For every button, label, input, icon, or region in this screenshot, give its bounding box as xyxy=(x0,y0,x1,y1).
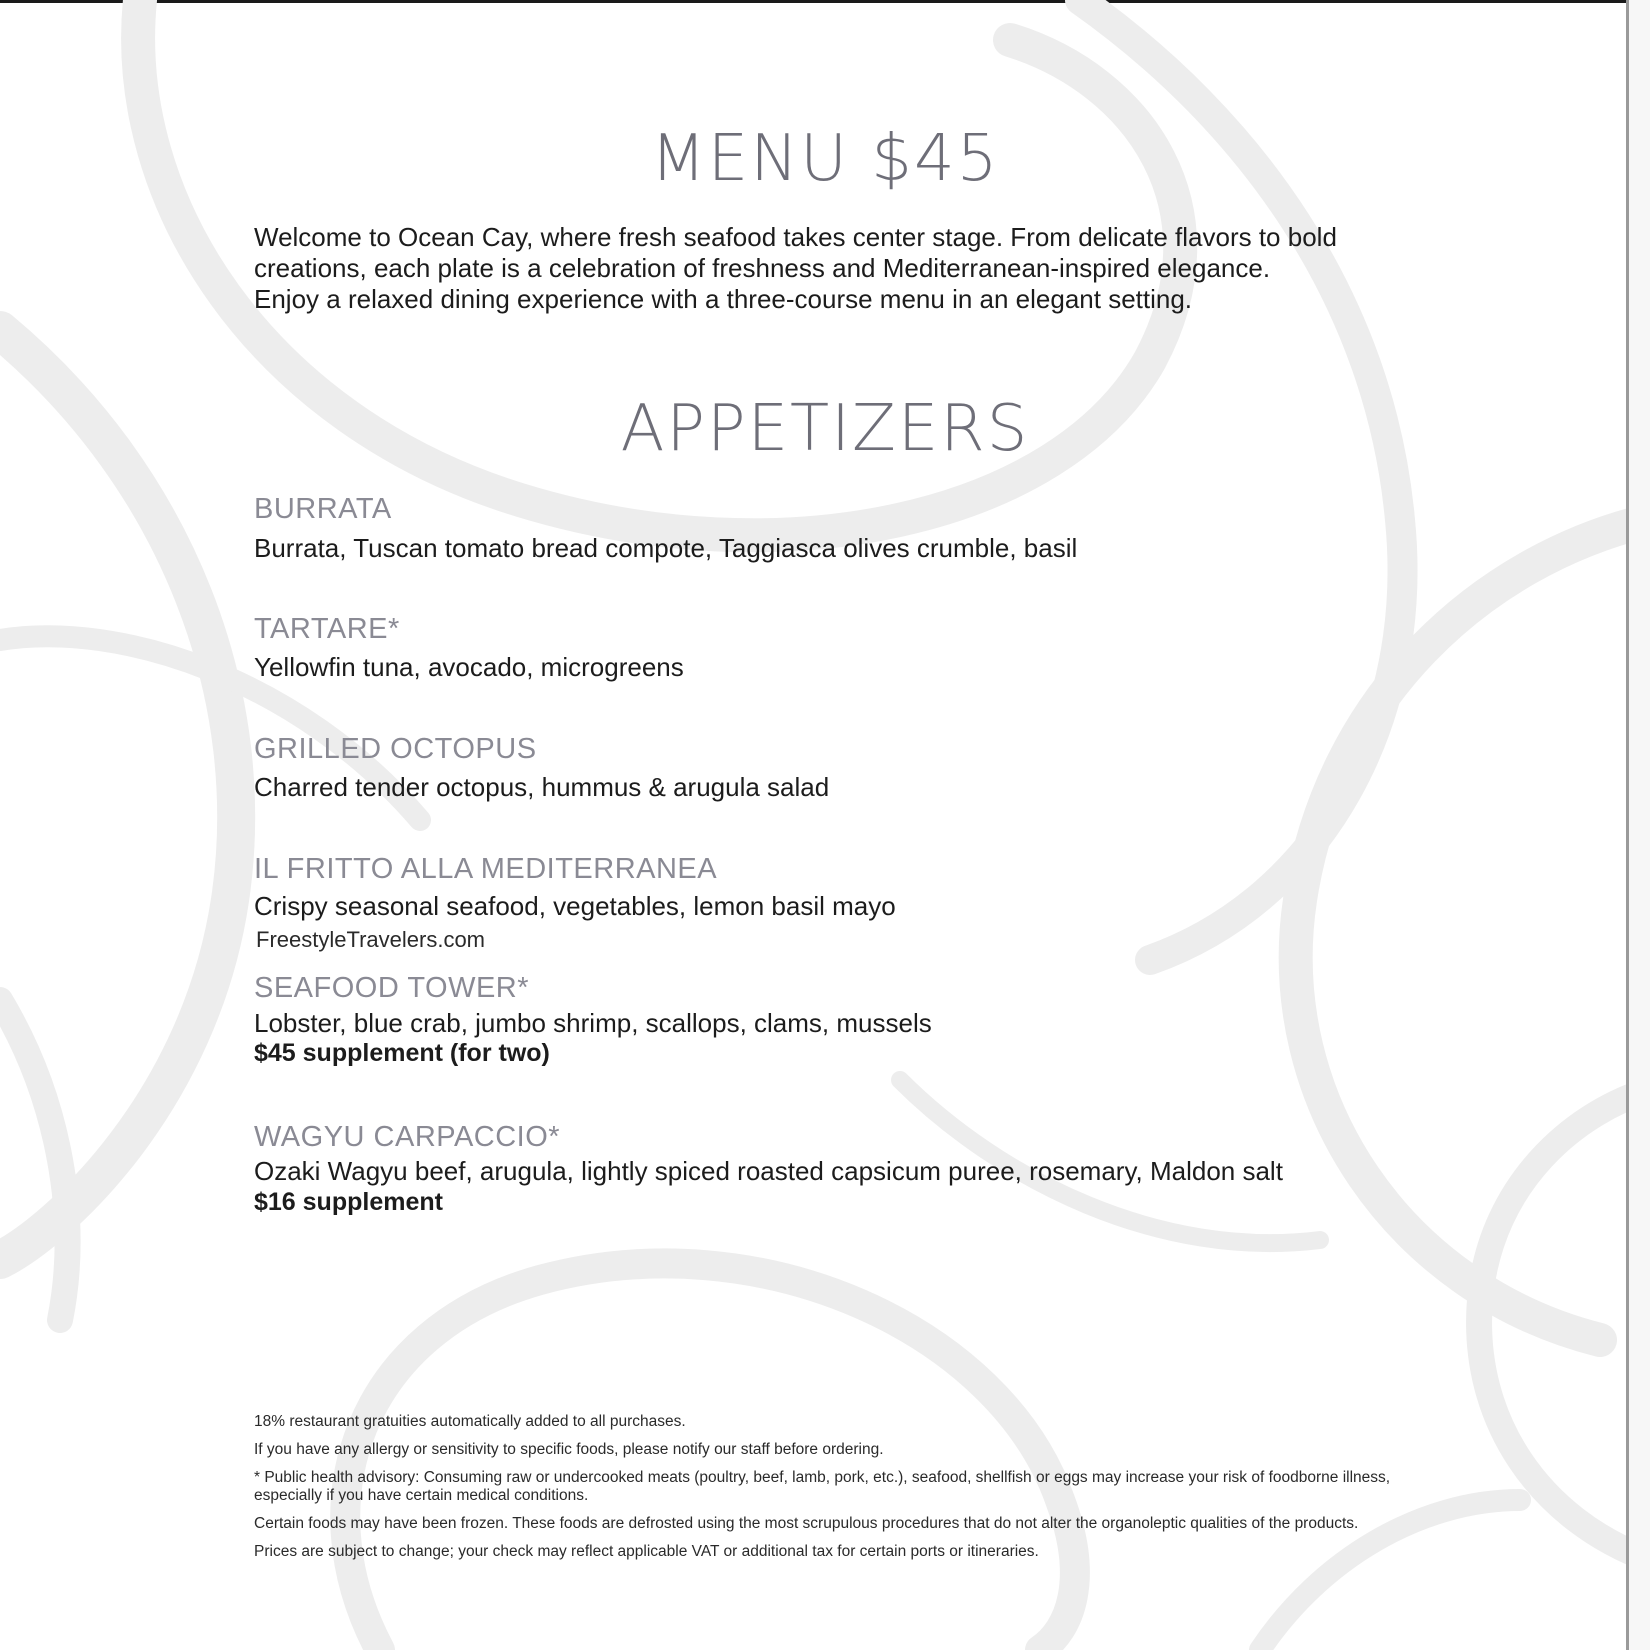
intro-line: Enjoy a relaxed dining experience with a three-course menu in an elegant setting. xyxy=(254,284,1193,314)
menu-title: MENU $45 xyxy=(650,122,1000,196)
footer-note: Prices are subject to change; your check may reflect applicable VAT or additional tax for certain ports or itineraries. xyxy=(254,1543,1039,1560)
footer-note: * Public health advisory: Consuming raw or undercooked meats (poultry, beef, lamb, pork, etc.), seafood, shellfish or eggs may increase your risk of foodborne illness, especially if you have certain medical conditions. xyxy=(254,1469,1391,1504)
item-name-il-fritto: IL FRITTO ALLA MEDITERRANEA xyxy=(254,853,718,885)
footer-note: 18% restaurant gratuities automatically added to all purchases. xyxy=(254,1413,686,1430)
item-description-burrata: Burrata, Tuscan tomato bread compote, Taggiasca olives crumble, basil xyxy=(254,533,1078,563)
item-name-seafood-tower: SEAFOOD TOWER* xyxy=(254,972,530,1004)
footer-note: If you have any allergy or sensitivity to specific foods, please notify our staff before ordering. xyxy=(254,1441,884,1458)
intro-line: creations, each plate is a celebration of freshness and Mediterranean-inspired elegance. xyxy=(254,253,1271,283)
item-name-grilled-octopus: GRILLED OCTOPUS xyxy=(254,733,537,765)
intro-line: Welcome to Ocean Cay, where fresh seafood takes center stage. From delicate flavors to bold xyxy=(254,222,1337,252)
item-description-seafood-tower: Lobster, blue crab, jumbo shrimp, scallops, clams, mussels xyxy=(254,1008,932,1038)
item-description-wagyu-carpaccio: Ozaki Wagyu beef, arugula, lightly spiced roasted capsicum puree, rosemary, Maldon salt xyxy=(254,1156,1283,1186)
intro-paragraph xyxy=(254,222,1414,315)
item-supplement-wagyu-carpaccio: $16 supplement xyxy=(254,1188,443,1216)
item-description-grilled-octopus: Charred tender octopus, hummus & arugula salad xyxy=(254,772,830,802)
footer-note: Certain foods may have been frozen. These foods are defrosted using the most scrupulous procedures that do not alter the organoleptic qualities of the products. xyxy=(254,1515,1359,1532)
item-name-tartare: TARTARE* xyxy=(254,613,400,645)
item-name-burrata: BURRATA xyxy=(254,493,392,525)
item-description-tartare: Yellowfin tuna, avocado, microgreens xyxy=(254,652,684,682)
item-supplement-seafood-tower: $45 supplement (for two) xyxy=(254,1039,550,1067)
item-description-il-fritto: Crispy seasonal seafood, vegetables, lemon basil mayo xyxy=(254,891,896,921)
item-name-wagyu-carpaccio: WAGYU CARPACCIO* xyxy=(254,1121,561,1153)
watermark-text: FreestyleTravelers.com xyxy=(256,927,486,952)
appetizers-heading: APPETIZERS xyxy=(620,392,1030,466)
footer-notes xyxy=(254,1413,1394,1571)
